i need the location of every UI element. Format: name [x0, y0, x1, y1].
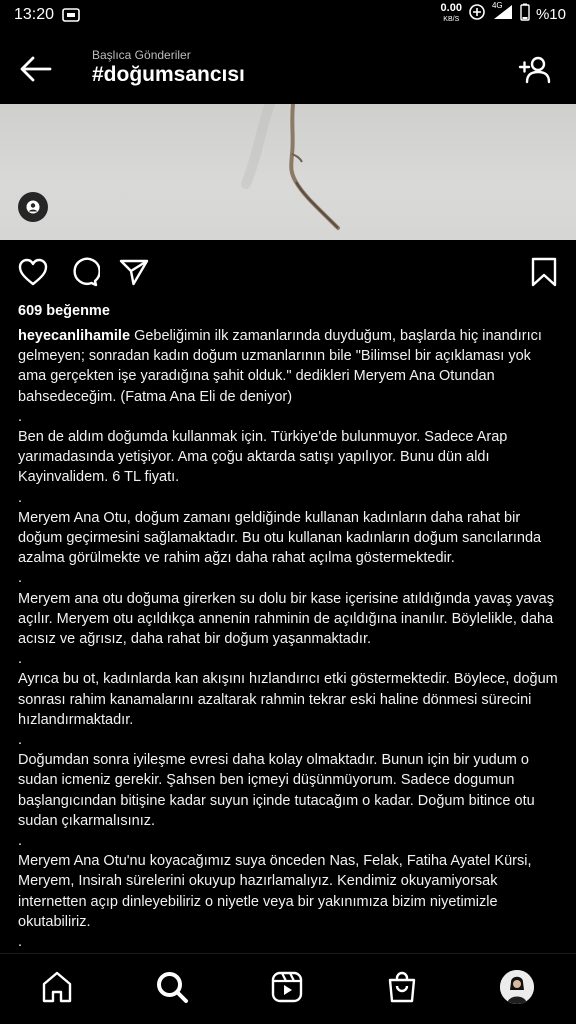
- screen-record-icon: [62, 7, 80, 27]
- caption-paragraph: Meryem Ana Otu'nu koyacağımız suya önceden Nas, Felak, Fatiha Ayatel Kürsi, Meryem, Insirah sürelerini okuyup hazırlamalıyız. Kendimiz okuyamiyorsak internetten açıp dinleyebiliriz o niyetle veya bir yakınımıza bizim niyetimizle okutabiliriz.: [18, 853, 532, 930]
- header-subtitle: Başlıca Gönderiler: [92, 48, 191, 62]
- nav-reels[interactable]: [270, 970, 304, 1004]
- share-button[interactable]: [118, 256, 150, 288]
- home-icon: [40, 970, 74, 1004]
- caption-separator: .: [18, 570, 23, 587]
- caption-text: Gebeliğimin ilk zamanlarında duyduğum, başlarda hiç inandırıcı gelmeyen; sonradan kadın doğum uzmanlarının bile "Bilimsel bir açıklaması yok ama gerçekten işe yaradığına şahit olduk." dedikleri Meryem Ana Otundan bahsedeceğim. (Fatma Ana Eli de deniyor): [18, 328, 542, 405]
- caption-paragraph: Ben de aldım doğumda kullanmak için. Türkiye'de bulunmuyor. Sadece Arap yarımadasında yetişiyor. Ama çoğu aktarda satışı yapılıyor. Bunu dün aldı Kayinvalidem. 6 TL fiyatı.: [18, 429, 508, 486]
- send-icon: [118, 256, 150, 288]
- follow-hashtag-button[interactable]: [518, 55, 552, 85]
- status-bar: [0, 0, 576, 32]
- arrow-left-icon: [18, 54, 54, 84]
- top-bar: [0, 40, 576, 104]
- comment-button[interactable]: [68, 256, 100, 288]
- battery-level: %10: [535, 5, 566, 23]
- post-actions: [0, 256, 576, 288]
- nav-search[interactable]: [155, 970, 189, 1004]
- caption-separator: .: [18, 934, 23, 951]
- nav-shop[interactable]: [385, 970, 419, 1004]
- dried-herb-image: [0, 104, 576, 240]
- add-person-icon: [518, 55, 552, 85]
- caption-separator: .: [18, 833, 23, 850]
- post-caption: [18, 326, 558, 952]
- bookmark-icon: [528, 256, 560, 288]
- caption-separator: .: [18, 732, 23, 749]
- shop-icon: [385, 970, 419, 1004]
- comment-icon: [68, 256, 100, 288]
- network-speed: 0.00 KB/S: [440, 2, 462, 23]
- like-button[interactable]: [17, 256, 49, 288]
- caption-separator: .: [18, 408, 23, 425]
- back-button[interactable]: [18, 54, 54, 84]
- caption-separator: .: [18, 489, 23, 506]
- caption-paragraph: Meryem Ana Otu, doğum zamanı geldiğinde kullanan kadınların daha rahat bir doğum geçirmesini sağlamaktadır. Bu otu kullanan kadınların doğum sancılarında azalma görülmekte ve rahim ağzı daha rahat açılma göstermektedir.: [18, 509, 542, 567]
- person-icon: [26, 200, 40, 214]
- reels-icon: [270, 970, 304, 1004]
- post-image[interactable]: [0, 104, 576, 240]
- caption-paragraph: Ayrıca bu ot, kadınlarda kan akışını hızlandırıcı etki göstermektedir. Böylece, doğum sonrası rahim kanamalarını azaltarak rahmin tekrar eski haline dönmesi sürecini hızlandırmaktadır.: [18, 671, 558, 728]
- hashtag-title: #doğumsancısı: [92, 63, 245, 86]
- profile-avatar-image: [500, 970, 534, 1004]
- heart-icon: [17, 256, 49, 288]
- like-count[interactable]: 609 beğenme: [18, 303, 110, 319]
- status-time: 13:20: [14, 6, 55, 23]
- caption-username[interactable]: heyecanlihamile: [18, 328, 131, 344]
- bottom-navigation: [0, 953, 576, 1024]
- nav-profile-avatar[interactable]: [500, 970, 534, 1004]
- caption-separator: .: [18, 651, 23, 668]
- signal-icon: 4G: [492, 3, 514, 25]
- caption-paragraph: Doğumdan sonra iyileşme evresi daha kolay olmaktadır. Bunun için bir yudum o sudan icmeniz gerekir. Şahsen ben içmeyi düşünmüyorum. Sadece dogumun başlangıcından bitişine kadar suyun içinde tutacağım o kadar. Doğum bitince otu sudan çıkarmalısınız.: [18, 752, 535, 829]
- search-icon: [155, 970, 189, 1004]
- data-saver-icon: [468, 3, 486, 25]
- caption-paragraph: Meryem ana otu doğuma girerken su dolu bir kase içerisine atıldığında yavaş yavaş açılır. Meryem otu açıldıkça annenin rahminin de açıldığına inanılır. Böylelikle, daha acısız ve ağrısız, daha rahat bir doğum yaşanmaktadır.: [18, 590, 554, 648]
- tagged-users-button[interactable]: [18, 192, 48, 222]
- save-button[interactable]: [528, 256, 560, 288]
- battery-icon: [520, 3, 530, 25]
- nav-home[interactable]: [40, 970, 74, 1004]
